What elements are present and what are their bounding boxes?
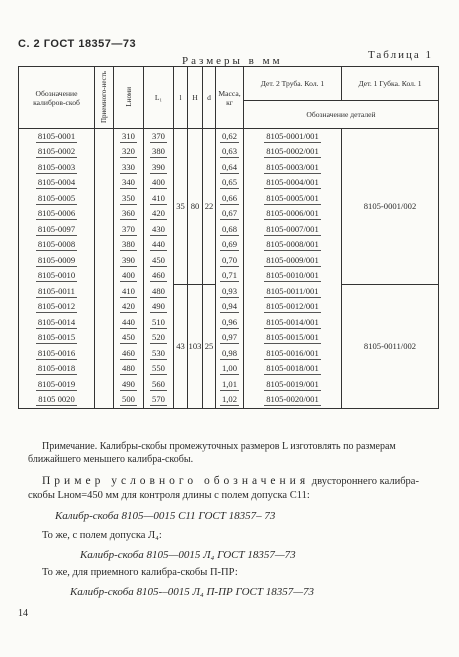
row-tube-part: 8105-0005/001 (266, 192, 319, 203)
row-lnom: 450 (122, 332, 135, 343)
row-code: 8105-0006 (37, 208, 76, 219)
row-l1: 490 (152, 301, 165, 312)
row-lnom: 350 (122, 192, 135, 203)
row-code: 8105-0010 (37, 270, 76, 281)
group-l: 43 (176, 341, 185, 352)
row-l1: 370 (152, 130, 165, 141)
col-det2: Дет. 2 Труба. Кол. 1 (244, 67, 342, 101)
spec-table (18, 66, 439, 409)
row-code: 8105-0008 (37, 239, 76, 250)
spec-table-body (19, 129, 439, 409)
example-same-2: То же, для приемного калибра-скобы П-ПР: (42, 567, 238, 578)
row-lnom: 480 (122, 363, 135, 374)
row-lnom: 360 (122, 208, 135, 219)
row-l1: 390 (152, 161, 165, 172)
row-mass: 1,01 (221, 378, 238, 389)
row-l1: 380 (152, 146, 165, 157)
example-lead: Пример условного обозначения (42, 475, 310, 487)
row-lnom: 340 (122, 177, 135, 188)
row-code: 8105-0001 (37, 130, 76, 141)
row-mass: 0,69 (221, 239, 238, 250)
row-tube-part: 8105-0014/001 (266, 316, 319, 327)
row-tube-part: 8105-0008/001 (266, 239, 319, 250)
table-row (19, 129, 439, 145)
row-mass: 0,64 (221, 161, 238, 172)
row-tube-part: 8105-0019/001 (266, 378, 319, 389)
group-h: 80 (190, 201, 200, 212)
row-mass: 0,66 (221, 192, 238, 203)
row-lnom: 310 (122, 130, 135, 141)
row-code: 8105-0004 (37, 177, 76, 188)
row-lnom: 370 (122, 223, 135, 234)
row-l1: 510 (152, 316, 165, 327)
col-mass: Масса, кг (216, 67, 244, 129)
row-mass: 0,62 (221, 130, 238, 141)
row-code: 8105-0019 (37, 378, 76, 389)
row-l1: 520 (152, 332, 165, 343)
row-mass: 0,65 (221, 177, 238, 188)
row-code: 8105-0018 (37, 363, 76, 374)
row-mass: 0,68 (221, 223, 238, 234)
row-mass: 1,02 (221, 394, 238, 405)
row-l1: 410 (152, 192, 165, 203)
row-lnom: 420 (122, 301, 135, 312)
group-jaw-part: 8105-0011/002 (363, 341, 417, 352)
row-l1: 480 (152, 285, 165, 296)
row-tube-part: 8105-0015/001 (266, 332, 319, 343)
col-lnom: Lноми (124, 86, 133, 107)
col-designation: Обозначение калибров-скоб (19, 67, 95, 129)
example-line-1: Калибр-скоба 8105—0015 С11 ГОСТ 18357– 73 (55, 510, 276, 522)
row-mass: 0,97 (221, 332, 238, 343)
row-tube-part: 8105-0009/001 (266, 254, 319, 265)
row-mass: 0,67 (221, 208, 238, 219)
example-line-3: Калибр-скоба 8105-–0015 Л₄ П-ПР ГОСТ 18357—73 (70, 586, 315, 598)
row-l1: 400 (152, 177, 165, 188)
group-l: 35 (176, 201, 185, 212)
row-code: 8105-0009 (37, 254, 76, 265)
page-number: 14 (18, 608, 28, 619)
row-l1: 450 (152, 254, 165, 265)
row-l1: 430 (152, 223, 165, 234)
table-row (19, 284, 439, 300)
col-receiving: Приемного-несть (100, 70, 108, 123)
group-d: 25 (204, 341, 214, 352)
row-mass: 0,70 (221, 254, 238, 265)
col-det1: Дет. 1 Губка. Кол. 1 (342, 67, 439, 101)
col-l: l (174, 67, 188, 129)
row-lnom: 410 (122, 285, 135, 296)
row-lnom: 460 (122, 347, 135, 358)
row-tube-part: 8105-0006/001 (266, 208, 319, 219)
row-mass: 0,96 (221, 316, 238, 327)
table-label: Таблица 1 (367, 49, 433, 61)
row-code: 8105-0002 (37, 146, 76, 157)
row-code: 8105-0011 (38, 285, 75, 296)
row-l1: 560 (152, 378, 165, 389)
col-d: d (203, 67, 216, 129)
example-intro (28, 474, 438, 503)
row-tube-part: 8105-0002/001 (266, 146, 319, 157)
row-mass: 0,94 (221, 301, 238, 312)
row-code: 8105-0014 (37, 316, 76, 327)
row-tube-part: 8105-0007/001 (266, 223, 319, 234)
example-text: двустороннего калибра-скобы Lном=450 мм для контроля длины с полем допуска С11: (28, 476, 419, 501)
row-lnom: 380 (122, 239, 135, 250)
row-tube-part: 8105-0011/001 (266, 285, 319, 296)
page-header: С. 2 ГОСТ 18357—73 (18, 38, 137, 50)
row-lnom: 400 (122, 270, 135, 281)
row-code: 8105-0005 (37, 192, 76, 203)
row-l1: 440 (152, 239, 165, 250)
row-mass: 0,98 (221, 347, 238, 358)
row-tube-part: 8105-0003/001 (266, 161, 319, 172)
row-l1: 550 (152, 363, 165, 374)
row-code: 8105-0097 (37, 223, 76, 234)
col-l1: L₁ (144, 67, 174, 129)
col-h: H (188, 67, 203, 129)
row-l1: 460 (152, 270, 165, 281)
row-lnom: 320 (122, 146, 135, 157)
table-note: Примечание. Калибры-скобы промежуточных размеров L изготовлять по размерам ближайшего меньшего калибра-скобы. (28, 441, 396, 465)
row-mass: 0,71 (221, 270, 238, 281)
row-code: 8105-0015 (37, 332, 76, 343)
dimensions-caption: Размеры в мм (182, 55, 283, 67)
group-d: 22 (204, 201, 214, 212)
row-code: 8105 0020 (38, 394, 75, 405)
row-code: 8105-0003 (37, 161, 76, 172)
row-mass: 1,00 (221, 363, 238, 374)
row-tube-part: 8105-0018/001 (266, 363, 319, 374)
row-lnom: 490 (122, 378, 135, 389)
row-code: 8105-0016 (37, 347, 76, 358)
row-lnom: 500 (122, 394, 135, 405)
example-same-1: То же, с полем допуска Л₄: (42, 530, 162, 541)
row-lnom: 390 (122, 254, 135, 265)
row-code: 8105-0012 (37, 301, 76, 312)
row-tube-part: 8105-0001/001 (266, 130, 319, 141)
example-line-2: Калибр-скоба 8105—0015 Л₄ ГОСТ 18357—73 (80, 549, 296, 561)
row-l1: 530 (152, 347, 165, 358)
group-h: 103 (188, 341, 202, 352)
group-jaw-part: 8105-0001/002 (363, 201, 417, 212)
row-l1: 420 (152, 208, 165, 219)
row-tube-part: 8105-0004/001 (266, 177, 319, 188)
row-tube-part: 8105-0020/001 (266, 394, 319, 405)
row-tube-part: 8105-0012/001 (266, 301, 319, 312)
row-lnom: 440 (122, 316, 135, 327)
col-parts: Обозначение деталей (244, 101, 439, 129)
row-tube-part: 8105-0010/001 (266, 270, 319, 281)
row-tube-part: 8105-0016/001 (266, 347, 319, 358)
row-l1: 570 (152, 394, 165, 405)
row-lnom: 330 (122, 161, 135, 172)
row-mass: 0,93 (221, 285, 238, 296)
row-mass: 0,63 (221, 146, 238, 157)
